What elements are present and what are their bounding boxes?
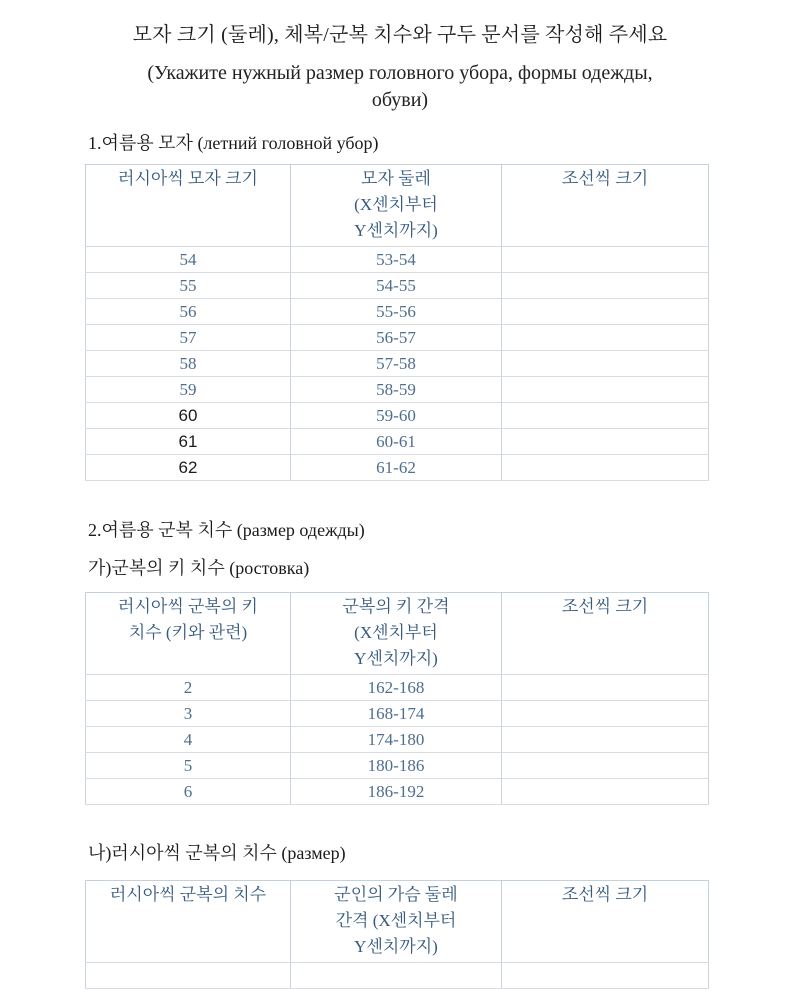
table-row	[86, 299, 709, 325]
hat-circumference-cell: 57-58	[291, 351, 502, 377]
hat-circumference-cell: 53-54	[291, 247, 502, 273]
column-header: 조선씩 크기	[502, 881, 709, 963]
table-row	[86, 403, 709, 429]
table-row	[86, 351, 709, 377]
korean-size-cell[interactable]	[502, 675, 709, 701]
russian-height-size-cell: 4	[86, 727, 291, 753]
hat-circumference-cell: 56-57	[291, 325, 502, 351]
height-range-cell: 162-168	[291, 675, 502, 701]
russian-hat-size-cell: 61	[86, 429, 291, 455]
russian-hat-size-cell: 57	[86, 325, 291, 351]
korean-size-cell[interactable]	[502, 727, 709, 753]
table-row	[86, 727, 709, 753]
hat-circumference-cell: 54-55	[291, 273, 502, 299]
table-row	[86, 455, 709, 481]
russian-hat-size-cell: 55	[86, 273, 291, 299]
table-row	[86, 247, 709, 273]
height-range-cell: 168-174	[291, 701, 502, 727]
column-header: 러시아씩 군복의 키 치수 (키와 관련)	[86, 593, 291, 675]
page-subtitle-line1: (Укажите нужный размер головного убора, формы одежды,	[147, 62, 653, 84]
height-range-cell: 180-186	[291, 753, 502, 779]
column-header: 군인의 가슴 둘레 간격 (X센치부터 Y센치까지)	[291, 881, 502, 963]
page-title: 모자 크기 (둘레), 체복/군복 치수와 구두 문서를 작성해 주세요	[132, 24, 668, 46]
uniform-chest-size-table	[85, 880, 709, 989]
korean-size-cell[interactable]	[502, 779, 709, 805]
subheading-uniform-height: 가)군복의 키 치수 (ростовка)	[88, 558, 310, 578]
table-row	[86, 273, 709, 299]
table-row	[86, 377, 709, 403]
document-page	[0, 22, 800, 996]
korean-size-cell[interactable]	[502, 701, 709, 727]
table-row	[86, 325, 709, 351]
korean-size-cell[interactable]	[502, 429, 709, 455]
hat-circumference-cell: 60-61	[291, 429, 502, 455]
hat-circumference-cell: 55-56	[291, 299, 502, 325]
summer-hat-size-table	[85, 164, 709, 481]
chest-range-cell	[291, 963, 502, 989]
korean-size-cell[interactable]	[502, 403, 709, 429]
hat-circumference-cell: 59-60	[291, 403, 502, 429]
russian-height-size-cell: 3	[86, 701, 291, 727]
column-header: 모자 둘레 (X센치부터 Y센치까지)	[291, 165, 502, 247]
section-heading-summer-uniform: 2.여름용 군복 치수 (размер одежды)	[88, 520, 365, 540]
table-row	[86, 753, 709, 779]
russian-hat-size-cell: 60	[86, 403, 291, 429]
section-heading-summer-hat: 1.여름용 모자 (летний головной убор)	[88, 133, 379, 153]
table-row	[86, 963, 709, 989]
korean-size-cell[interactable]	[502, 325, 709, 351]
column-header: 조선씩 크기	[502, 593, 709, 675]
russian-height-size-cell: 2	[86, 675, 291, 701]
column-header: 러시아씩 모자 크기	[86, 165, 291, 247]
russian-hat-size-cell: 58	[86, 351, 291, 377]
russian-hat-size-cell: 62	[86, 455, 291, 481]
header-row	[86, 593, 709, 675]
korean-size-cell[interactable]	[502, 351, 709, 377]
korean-size-cell[interactable]	[502, 273, 709, 299]
column-header: 조선씩 크기	[502, 165, 709, 247]
hat-circumference-cell: 61-62	[291, 455, 502, 481]
table-row	[86, 779, 709, 805]
korean-size-cell[interactable]	[502, 963, 709, 989]
page-subtitle-line2: обуви)	[371, 89, 429, 111]
hat-circumference-cell: 58-59	[291, 377, 502, 403]
russian-height-size-cell: 6	[86, 779, 291, 805]
korean-size-cell[interactable]	[502, 377, 709, 403]
table-row	[86, 429, 709, 455]
korean-size-cell[interactable]	[502, 455, 709, 481]
header-row	[86, 881, 709, 963]
column-header: 러시아씩 군복의 치수	[86, 881, 291, 963]
russian-height-size-cell: 5	[86, 753, 291, 779]
page-subtitle	[0, 60, 800, 114]
subheading-uniform-size: 나)러시아씩 군복의 치수 (размер)	[88, 843, 346, 863]
russian-uniform-size-cell	[86, 963, 291, 989]
korean-size-cell[interactable]	[502, 753, 709, 779]
russian-hat-size-cell: 56	[86, 299, 291, 325]
korean-size-cell[interactable]	[502, 247, 709, 273]
uniform-height-size-table	[85, 592, 709, 805]
header-row	[86, 165, 709, 247]
russian-hat-size-cell: 54	[86, 247, 291, 273]
table-row	[86, 701, 709, 727]
table-row	[86, 675, 709, 701]
korean-size-cell[interactable]	[502, 299, 709, 325]
russian-hat-size-cell: 59	[86, 377, 291, 403]
height-range-cell: 174-180	[291, 727, 502, 753]
column-header: 군복의 키 간격 (X센치부터 Y센치까지)	[291, 593, 502, 675]
height-range-cell: 186-192	[291, 779, 502, 805]
